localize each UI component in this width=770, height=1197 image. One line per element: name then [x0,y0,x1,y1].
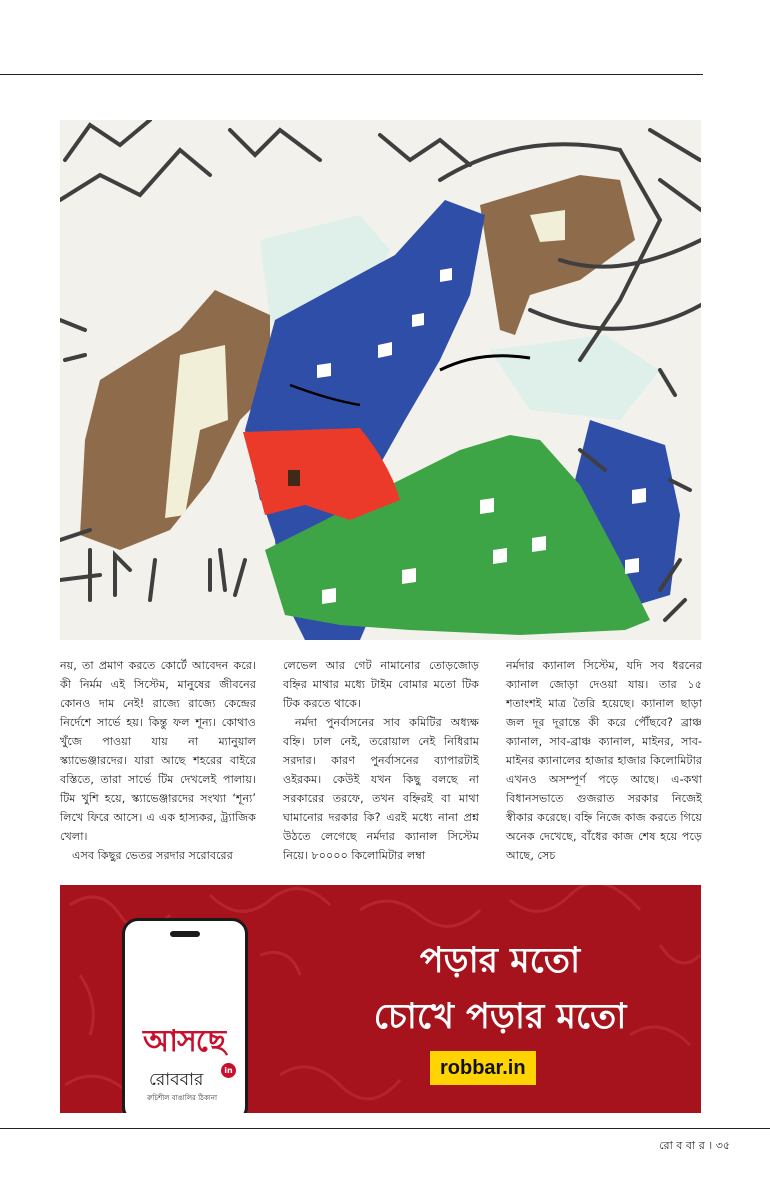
article-column-2 [283,656,479,865]
ad-coming-text: আসছে [143,1024,226,1059]
illustration [60,120,701,640]
red-window [288,470,300,486]
illustration-artwork [60,120,701,640]
ad-headline-line-1: পড়ার মতো [419,941,581,981]
ad-headline-line-2: চোখে পড়ার মতো [373,997,627,1037]
article-paragraph: নর্মদার ক্যানাল সিস্টেম, যদি সব ধরনের ক্যানাল জোড়া দেওয়া যায়। তার ১৫ শতাংশই মাত্র তৈরি হয়েছে। ক্যানাল ছাড়া জল দূর দূরান্তে কী করে পৌঁছবে? ব্রাঞ্চ ক্যানাল, সাব-ব্রাঞ্চ ক্যানাল, মাইনর, সাব-মাইনর ক্যানালের হাজার হাজার কিলোমিটার এখনও অসম্পূর্ণ পড়ে আছে। এ-কথা বিধানসভাতে গুজরাত সরকার নিজেই স্বীকার করেছে। বহ্নি নিজে কাজ করতে গিয়ে অনেক দেখেছে, বাঁধের কাজ শেষ হয়ে পড়ে আছে, সেচ [506,659,702,862]
phone-notch [170,931,200,937]
ad-banner[interactable] [60,885,701,1113]
ad-brand-badge: in [221,1063,236,1078]
article-column-1 [60,656,256,865]
article-paragraph: লেভেল আর গেট নামানোর তোড়জোড় বহ্নির মাথার মধ্যে টাইম বোমার মতো টিক টিক করতে থাকে। [283,659,479,710]
bottom-rule [0,1128,770,1129]
article-column-3 [506,656,702,865]
article-paragraph: নর্মদা পুনর্বাসনের সাব কমিটির অধ্যক্ষ বহ্নি। ঢাল নেই, তরোয়াল নেই নিধিরাম সরদার। কারণ পুনর্বাসনের ব্যাপারটাই ওইরকম। কেউই যখন কিছু বলছে না সরকারের তরফে, তখন বহ্নিরই বা মাথা ঘামানোর দরকার কি? এরই মধ্যে নানা প্রশ্ন উঠতে লেগেছে নর্মদার ক্যানাল সিস্টেম নিয়ে। ৮০০০০ কিলোমিটার লম্বা [283,716,479,862]
ad-brand-tagline: রুচিশীল বাঙালির ঠিকানা [147,1094,217,1102]
top-rule [0,74,703,75]
ad-brand-logo: রোববার [149,1070,204,1090]
article-paragraph: নয়, তা প্রমাণ করতে কোর্টে আবেদন করে। কী নির্মম এই সিস্টেম, মানুষের জীবনের কোনও দাম নেই! রাজ্যে রাজ্যে কেন্দ্রের নির্দেশে সার্ভে হয়। কিন্তু ফল শূন্য। কোথাও খুঁজে পাওয়া যায় না ম্যানুয়াল স্ক্যাভেঞ্জারদের। যারা আছে শহরের বাইরে বস্তিতে, তারা সার্ভে টিম দেখলেই পালায়। টিম খুশি হয়ে, স্ক্যাভেঞ্জারদের সংখ্যা ‘শূন্য’ লিখে ফিরে আসে। এ এক হাস্যকর, ট্র্যাজিক খেলা। [60,659,256,843]
article-paragraph: এসব কিছুর ভেতর সরদার সরোবরের [72,849,233,862]
ad-url-link[interactable]: robbar.in [430,1051,536,1085]
phone-mockup [122,918,248,1113]
page-folio: রো ব বা র । ৩৫ [659,1139,730,1152]
